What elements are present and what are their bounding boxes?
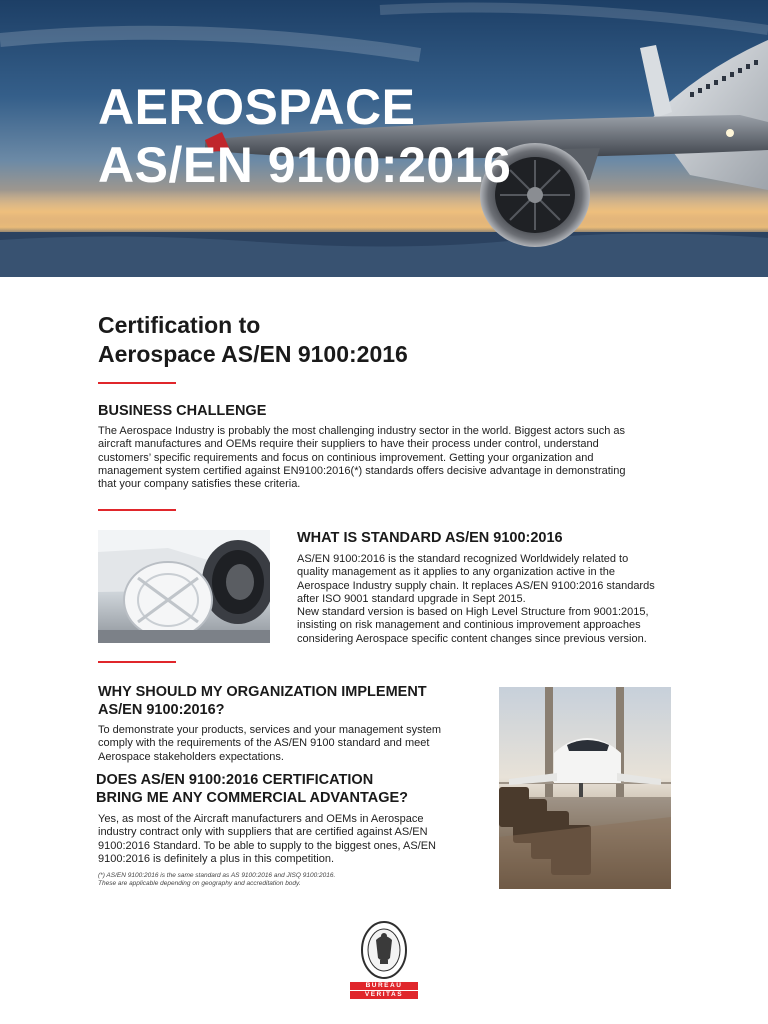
text-line: New standard version is based on High Level Structure from 9001:2015, bbox=[297, 606, 649, 619]
hero-title bbox=[98, 78, 511, 194]
footnote-line1: (*) AS/EN 9100:2016 is the same standard as AS 9100:2016 and JISQ 9100:2016. bbox=[98, 872, 336, 879]
divider-red bbox=[98, 661, 176, 663]
text-line: 9100:2016 Standard. To be able to supply to the biggest ones, AS/EN bbox=[98, 839, 436, 852]
text-line: comply with the requirements of the AS/EN 9100 standard and meet bbox=[98, 737, 430, 750]
text-line: AS/EN 9100:2016 is the standard recognized Worldwidely related to bbox=[297, 553, 629, 565]
logo-band-bureau: BUREAU bbox=[350, 982, 418, 990]
text-line: aircraft manufactures and OEMs require their suppliers to have their process under control, understand bbox=[98, 438, 599, 451]
text-line: insisting on risk management and continious improvement approaches bbox=[297, 619, 641, 632]
commercial-advantage-text bbox=[98, 813, 478, 866]
page-title-line2: Aerospace AS/EN 9100:2016 bbox=[98, 341, 408, 367]
airport-terminal-photo bbox=[499, 687, 671, 889]
footnote-line2: These are applicable depending on geography and accreditation body. bbox=[98, 880, 301, 887]
what-is-standard-text bbox=[297, 553, 687, 646]
text-line: To demonstrate your products, services and your management system bbox=[98, 724, 441, 736]
why-implement-text bbox=[98, 724, 478, 764]
text-line: quality management as it applies to any organization active in the bbox=[297, 566, 615, 579]
text-line: customers’ specific requirements and focus on continious improvement. Getting your organization and bbox=[98, 451, 594, 464]
text-line: considering Aerospace specific content changes since previous version. bbox=[297, 632, 647, 645]
business-challenge-heading: BUSINESS CHALLENGE bbox=[98, 403, 267, 419]
bureau-veritas-logo bbox=[350, 918, 418, 1000]
text-line: 9100:2016 is definitely a plus in this competition. bbox=[98, 852, 335, 865]
text-line: industry contract only with suppliers that are certified against AS/EN bbox=[98, 826, 428, 839]
commercial-advantage-heading bbox=[96, 771, 408, 807]
advantage-heading-line1: DOES AS/EN 9100:2016 CERTIFICATION bbox=[96, 772, 374, 788]
page-title-line1: Certification to bbox=[98, 312, 261, 338]
text-line: management system certified against EN9100:2016(*) standards offers decisive advantage in demonstrating bbox=[98, 464, 626, 477]
logo-band-veritas: VERITAS bbox=[350, 991, 418, 999]
text-line: The Aerospace Industry is probably the most challenging industry sector in the world. Biggest actors such as bbox=[98, 425, 626, 437]
business-challenge-text bbox=[98, 425, 668, 491]
engine-maintenance-photo bbox=[98, 530, 270, 643]
why-implement-heading bbox=[98, 683, 427, 719]
what-is-standard-heading: WHAT IS STANDARD AS/EN 9100:2016 bbox=[297, 530, 563, 546]
divider-red bbox=[98, 382, 176, 384]
divider-red bbox=[98, 509, 176, 511]
text-line: Aerospace Industry supply chain. It replaces AS/EN 9100:2016 standards bbox=[297, 579, 655, 592]
why-heading-line1: WHY SHOULD MY ORGANIZATION IMPLEMENT bbox=[98, 684, 427, 700]
advantage-heading-line2: BRING ME ANY COMMERCIAL ADVANTAGE? bbox=[96, 790, 409, 806]
hero-banner bbox=[0, 0, 768, 277]
text-line: that your company satisfies these criteria. bbox=[98, 478, 301, 491]
text-line: Yes, as most of the Aircraft manufacturers and OEMs in Aerospace bbox=[98, 813, 424, 825]
text-line: after ISO 9001 standard upgrade in Sept 2015. bbox=[297, 592, 526, 605]
why-heading-line2: AS/EN 9100:2016? bbox=[98, 702, 225, 718]
footnote bbox=[98, 872, 428, 888]
hero-title-line2: AS/EN 9100:2016 bbox=[98, 137, 512, 193]
hero-title-line1: AEROSPACE bbox=[98, 79, 416, 135]
bureau-veritas-seal bbox=[350, 918, 418, 982]
text-line: Aerospace stakeholders expectations. bbox=[98, 750, 284, 763]
page-title bbox=[98, 311, 408, 369]
